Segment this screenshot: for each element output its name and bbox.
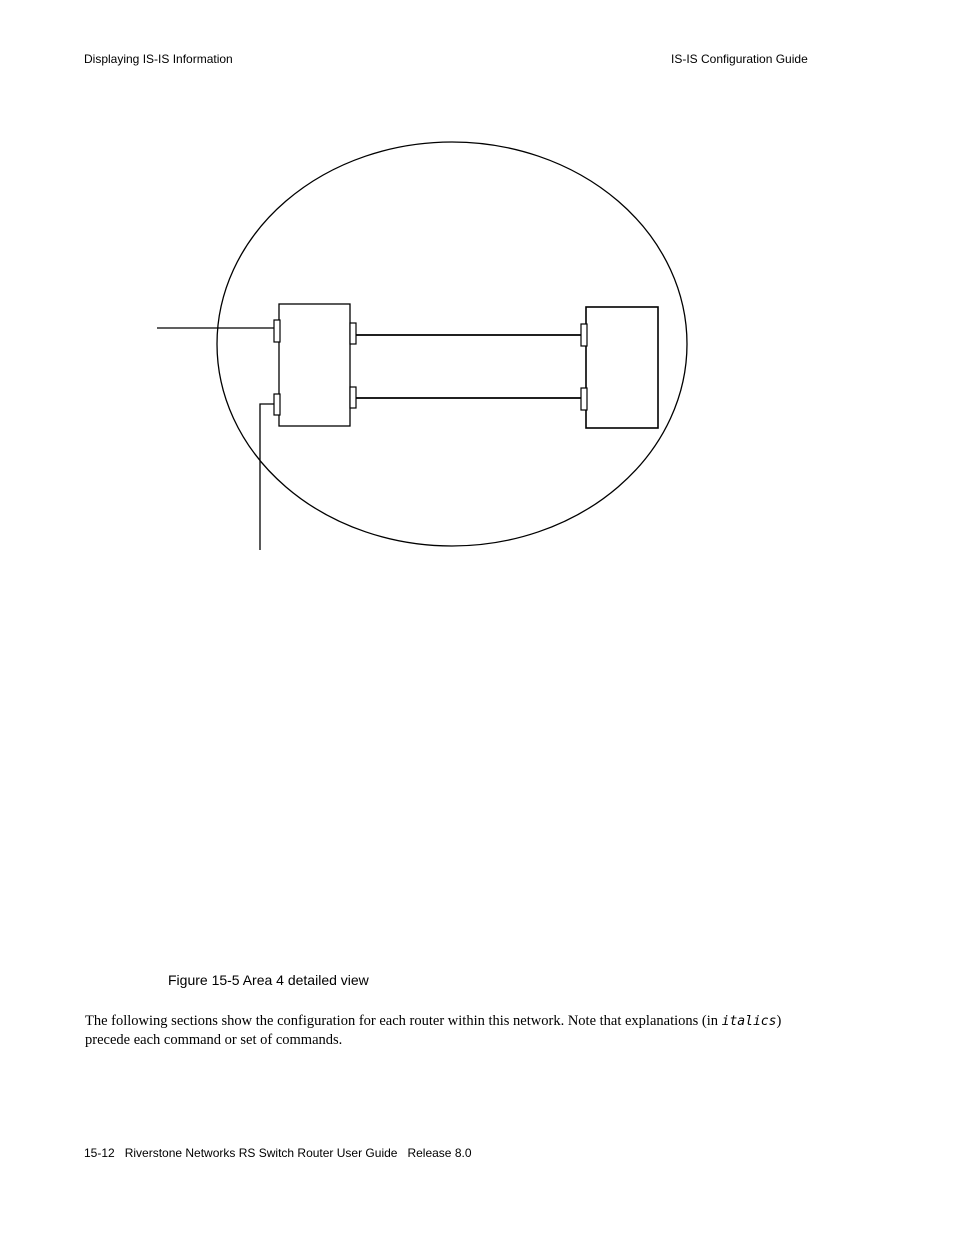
running-header-left: Displaying IS-IS Information bbox=[84, 52, 233, 66]
router-left bbox=[279, 304, 350, 426]
figure-caption: Figure 15-5 Area 4 detailed view bbox=[168, 972, 369, 988]
page-footer: 15-12 Riverstone Networks RS Switch Router User Guide Release 8.0 bbox=[84, 1146, 472, 1160]
router-right bbox=[586, 307, 658, 428]
port-right-of-left-lower bbox=[350, 387, 356, 408]
para-italic-word: italics bbox=[721, 1014, 777, 1029]
running-header-right: IS-IS Configuration Guide bbox=[671, 52, 808, 66]
port-left-upper bbox=[274, 320, 280, 342]
port-left-lower bbox=[274, 394, 280, 415]
para-text-after: ) precede each command or set of commands. bbox=[85, 1013, 782, 1048]
port-router-right-lower bbox=[581, 388, 587, 410]
port-right-of-left-upper bbox=[350, 323, 356, 344]
external-link-down bbox=[260, 404, 274, 550]
port-router-right-upper bbox=[581, 324, 587, 346]
body-paragraph bbox=[85, 1012, 805, 1049]
para-text-before: The following sections show the configuration for each router within this network. Note that explanations (in bbox=[85, 1013, 722, 1029]
